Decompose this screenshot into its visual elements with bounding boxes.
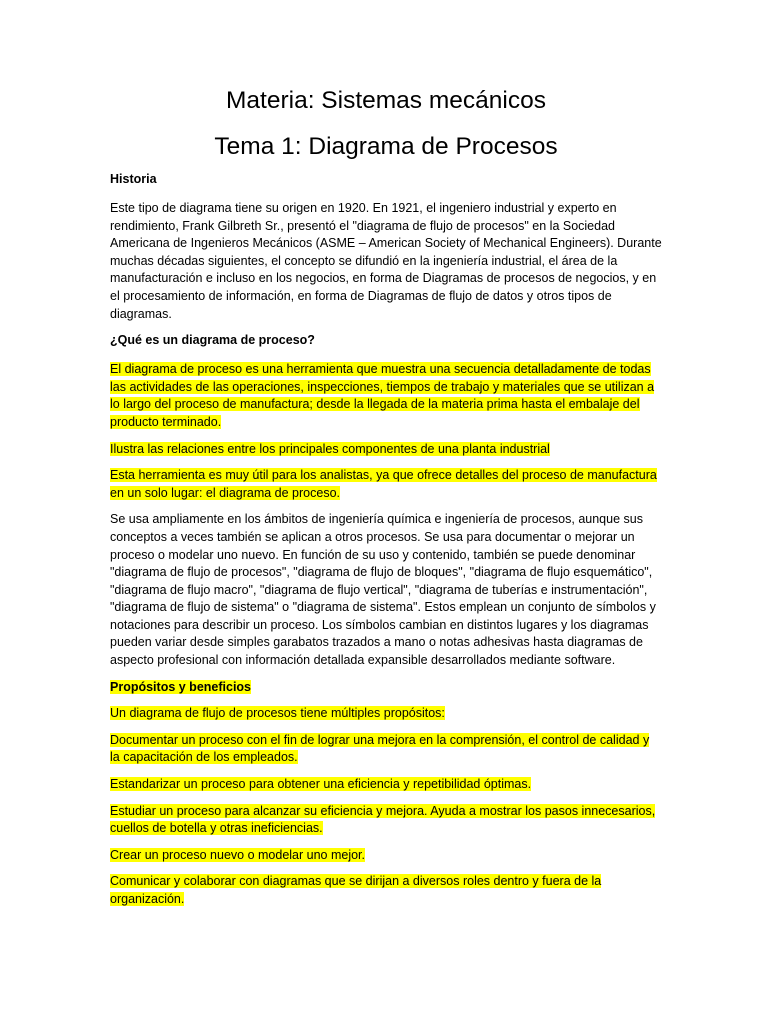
- paragraph-historia: Este tipo de diagrama tiene su origen en 1920. En 1921, el ingeniero industrial y experto en rendimiento, Frank Gilbreth Sr., presentó el "diagrama de flujo de procesos" en la Sociedad Americana de Ingenieros Mecánicos (ASME – American Society of Mechanical Engineers). Durante muchas décadas siguientes, el concepto se difundió en la ingeniería industrial, el área de la manufacturación e incluso en los negocios, en forma de Diagramas de procesos de negocios, y en el procesamiento de información, en forma de Diagramas de flujo de datos y otros tipos de diagramas.: [110, 201, 662, 321]
- highlighted-paragraph-definition: El diagrama de proceso es una herramienta que muestra una secuencia detalladamente de todas las actividades de las operaciones, inspecciones, tiempos de trabajo y materiales que se utilizan a lo largo del proceso de manufactura; desde la llegada de la materia prima hasta el embalaje del producto terminado.: [110, 362, 655, 429]
- document-title-subject: Materia: Sistemas mecánicos: [226, 87, 546, 114]
- section-heading-propositos: Propósitos y beneficios: [110, 679, 252, 694]
- highlighted-paragraph-purpose-study: Estudiar un proceso para alcanzar su eficiencia y mejora. Ayuda a mostrar los pasos innecesarios, cuellos de botella y otras ineficiencias.: [110, 803, 656, 836]
- highlighted-paragraph-purpose-standardize: Estandarizar un proceso para obtener una eficiencia y repetibilidad óptimas.: [110, 777, 532, 792]
- highlighted-paragraph-usefulness: Esta herramienta es muy útil para los analistas, ya que ofrece detalles del proceso de manufactura en un solo lugar: el diagrama de proceso.: [110, 468, 657, 500]
- highlighted-paragraph-purpose-document: Documentar un proceso con el fin de lograr una mejora en la comprensión, el control de calidad y la capacitación de los empleados.: [110, 732, 650, 765]
- document-title-topic: Tema 1: Diagrama de Procesos: [214, 133, 558, 160]
- highlighted-paragraph-purpose-create: Crear un proceso nuevo o modelar uno mejor.: [110, 847, 366, 862]
- paragraph-usage: Se usa ampliamente en los ámbitos de ingeniería química e ingeniería de procesos, aunque sus conceptos a veces también se aplican a otros procesos. Se usa para documentar o mejorar un proceso o modelar uno nuevo. En función de su uso y contenido, también se puede denominar "diagrama de flujo de procesos", "diagrama de flujo de bloques", "diagrama de flujo esquemático", "diagrama de flujo macro", "diagrama de flujo vertical", "diagrama de tuberías e instrumentación", "diagrama de flujo de sistema" o "diagrama de sistema". Estos emplean un conjunto de símbolos y notaciones para describir un proceso. Los símbolos cambian en distintos lugares y los diagramas pueden variar desde simples garabatos trazados a mano o notas adhesivas hasta diagramas de aspecto profesional con información detallada expansible desarrollados mediante software.: [110, 512, 656, 668]
- section-heading-historia: Historia: [110, 172, 157, 186]
- highlighted-paragraph-purpose-communicate: Comunicar y colaborar con diagramas que se dirijan a diversos roles dentro y fuera de la organización.: [110, 874, 602, 906]
- document-body: [110, 86, 662, 918]
- highlighted-paragraph-relations: Ilustra las relaciones entre los principales componentes de una planta industrial: [110, 441, 550, 456]
- section-heading-que-es: ¿Qué es un diagrama de proceso?: [110, 333, 315, 348]
- highlighted-paragraph-purposes-intro: Un diagrama de flujo de procesos tiene múltiples propósitos:: [110, 706, 445, 721]
